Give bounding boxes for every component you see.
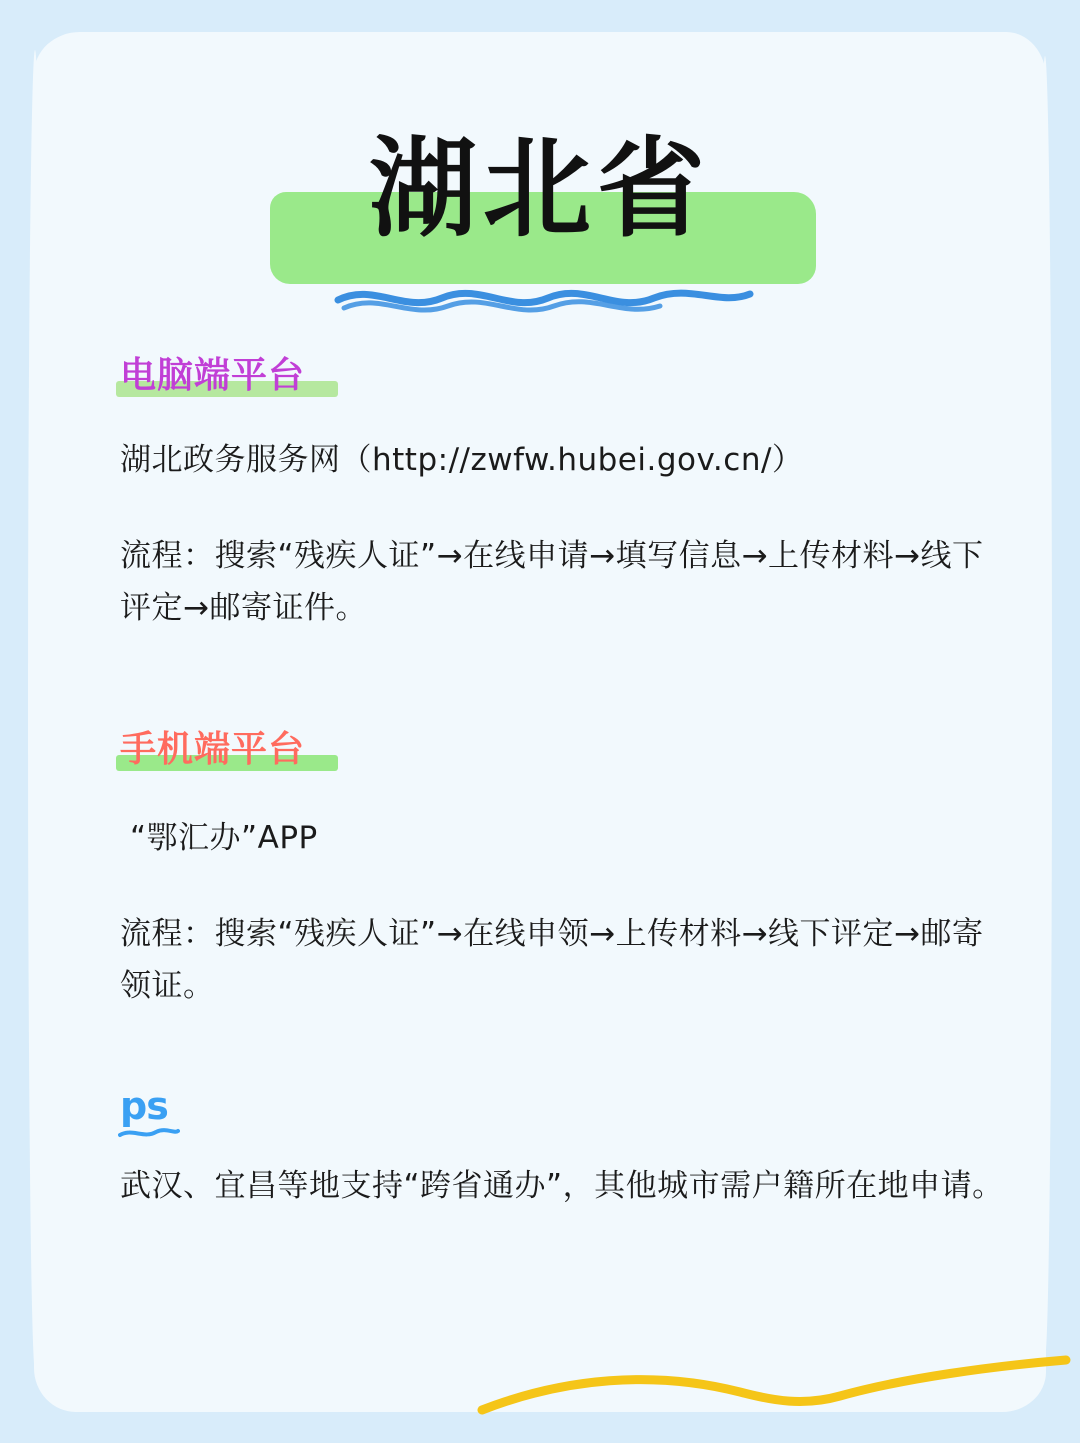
page-title-block	[34, 104, 1046, 294]
note-card	[34, 32, 1046, 1412]
section-heading-mobile: 手机端平台	[120, 728, 305, 772]
computer-platform-url: 湖北政务服务网（http://zwfw.hubei.gov.cn/）	[120, 442, 804, 478]
mobile-platform-app: “鄂汇办”APP	[130, 820, 318, 856]
ps-text: 武汉、宜昌等地支持“跨省通办”，其他城市需户籍所在地申请。	[120, 1168, 1004, 1204]
computer-platform-flow: 流程：搜索“残疾人证”→在线申请→填写信息→上传材料→线下评定→邮寄证件。	[120, 538, 984, 626]
title-underline-squiggle	[334, 280, 754, 316]
page-title: 湖北省	[368, 127, 711, 252]
ps-underline-squiggle	[118, 1126, 180, 1140]
ps-label: ps	[120, 1084, 168, 1128]
mobile-platform-flow: 流程：搜索“残疾人证”→在线申领→上传材料→线下评定→邮寄领证。	[120, 916, 984, 1004]
section-heading-computer: 电脑端平台	[120, 354, 305, 398]
bottom-squiggle-decoration	[474, 1348, 1074, 1424]
